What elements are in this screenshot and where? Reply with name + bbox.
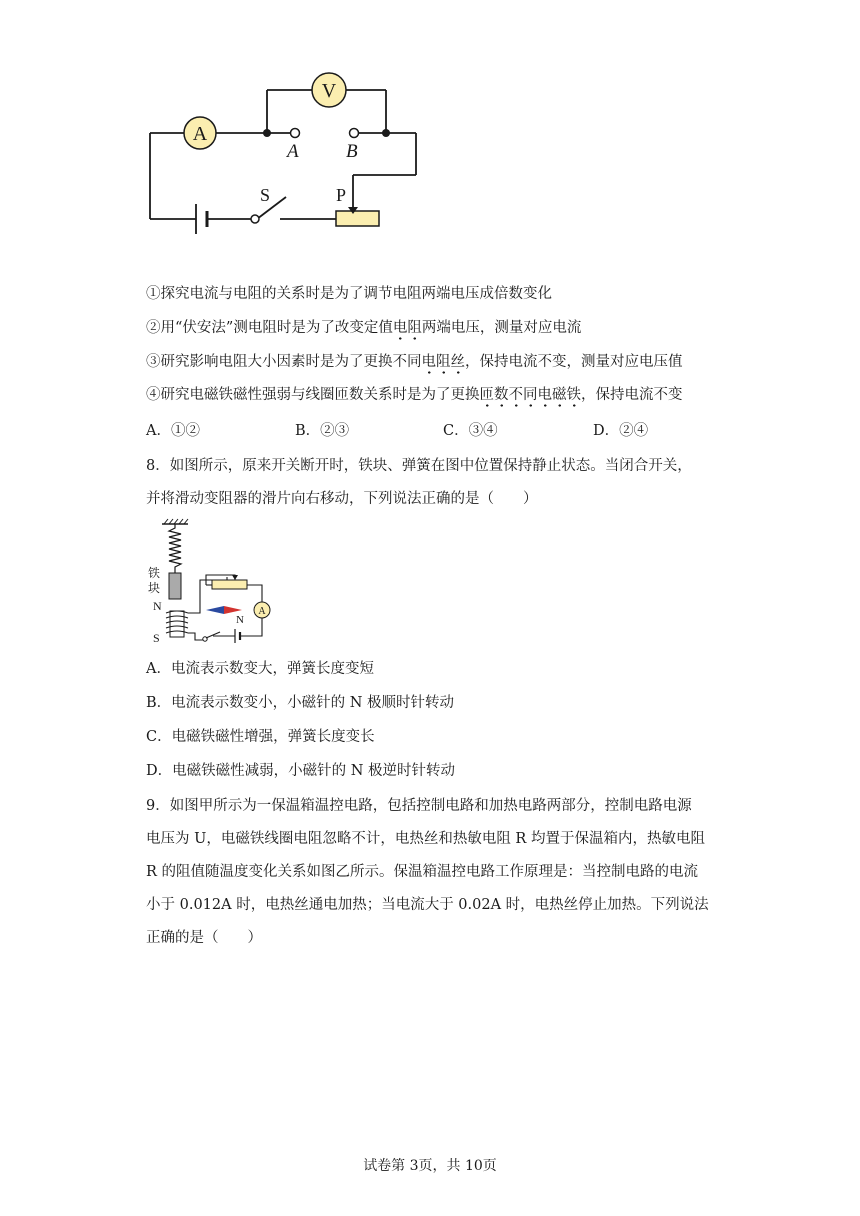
slider-label: P (336, 185, 347, 205)
switch-label: S (260, 185, 271, 205)
q7-option-d[interactable]: D．②④ (593, 423, 649, 439)
q8-stem-line-2: 并将滑动变阻器的滑片向右移动，下列说法正确的是（ ） (146, 491, 538, 507)
needle-n-label: N (236, 614, 244, 626)
iron-label-2: 块 (148, 581, 161, 595)
electromagnet-figure (140, 518, 280, 648)
circuit-figure-1 (140, 68, 430, 243)
pole-n-label: N (153, 599, 162, 613)
q9-line-4: 小于 0.012A 时，电热丝通电加热；当电流大于 0.02A 时，电热丝停止加热。下列说法 (146, 897, 709, 913)
q8-option-a[interactable]: A．电流表示数变大，弹簧长度变短 (146, 661, 374, 677)
voltmeter-label: V (321, 80, 337, 102)
q8-option-b[interactable]: B．电流表示数变小，小磁针的 N 极顺时针转动 (146, 695, 455, 711)
q9-line-3: R 的阻值随温度变化关系如图乙所示。保温箱温控电路工作原理是：当控制电路的电流 (146, 864, 699, 880)
q8-option-c[interactable]: C．电磁铁磁性增强，弹簧长度变长 (146, 729, 375, 745)
q8-stem-line-1: 8．如图所示，原来开关断开时，铁块、弹簧在图中位置保持静止状态。当闭合开关， (146, 458, 692, 474)
q7-option-a[interactable]: A．①② (146, 423, 200, 439)
q8-option-d[interactable]: D．电磁铁磁性减弱，小磁针的 N 极逆时针转动 (146, 763, 456, 779)
q7-option-c[interactable]: C．③④ (443, 423, 498, 439)
ammeter-label-small: A (258, 606, 266, 617)
terminal-a-label: A (287, 141, 299, 162)
q9-line-1: 9．如图甲所示为一保温箱温控电路，包括控制电路和加热电路两部分，控制电路电源 (146, 798, 692, 814)
q7-item-1: ①探究电流与电阻的关系时是为了调节电阻两端电压成倍数变化 (146, 286, 552, 302)
q7-item-2: ②用“伏安法”测电阻时是为了改变定值电阻两端电压，测量对应电流 (146, 320, 582, 336)
terminal-b-label: B (346, 141, 358, 162)
q7-item-3: ③研究影响电阻大小因素时是为了更换不同电阻丝，保持电流不变，测量对应电压值 (146, 354, 683, 370)
q7-item-4: ④研究电磁铁磁性强弱与线圈匝数关系时是为了更换匝数不同电磁铁，保持电流不变 (146, 387, 683, 403)
q9-line-5: 正确的是（ ） (146, 930, 262, 946)
compass-needle-icon (206, 606, 224, 614)
iron-label-1: 铁 (148, 566, 161, 580)
q9-line-2: 电压为 U，电磁铁线圈电阻忽略不计，电热丝和热敏电阻 R 均置于保温箱内，热敏电阻 (146, 831, 705, 847)
q7-option-b[interactable]: B．②③ (295, 423, 350, 439)
pole-s-label: S (153, 631, 160, 645)
ammeter-label: A (192, 123, 208, 145)
page-footer: 试卷第 3页，共 10页 (363, 1158, 497, 1174)
